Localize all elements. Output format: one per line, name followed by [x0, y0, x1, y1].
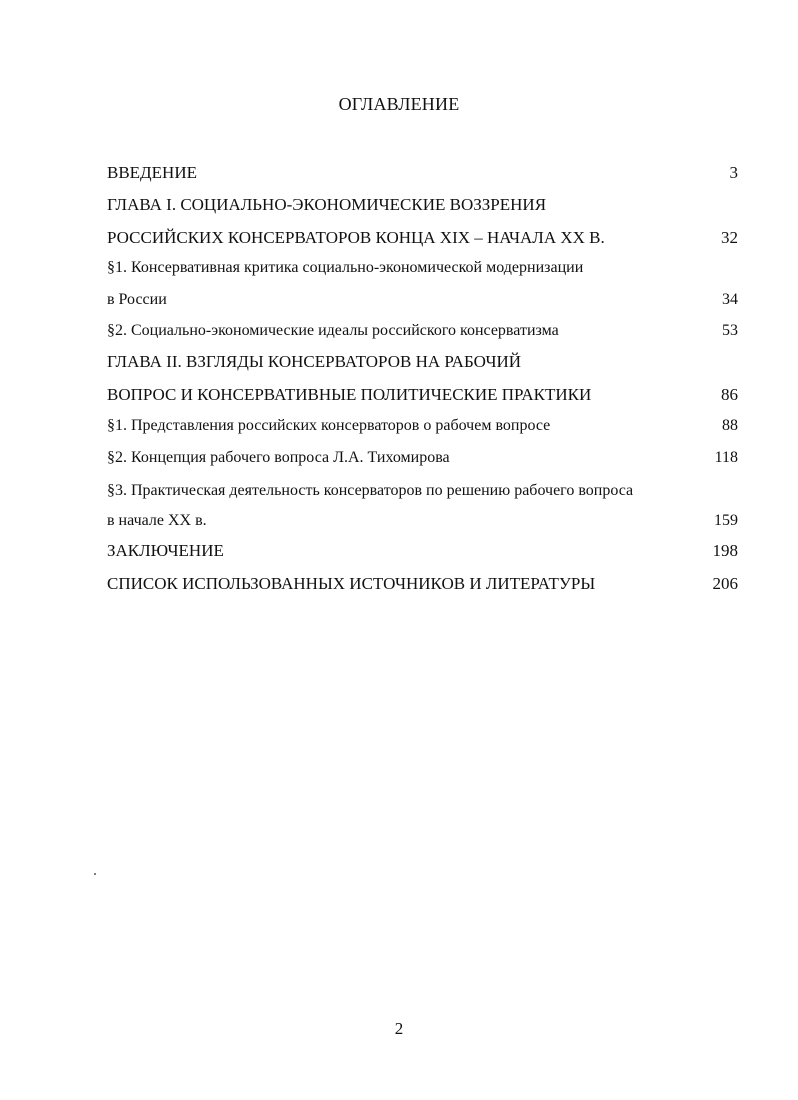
toc-entry-text: ЗАКЛЮЧЕНИЕ	[107, 541, 224, 560]
toc-entry-chapter-2-line-1	[107, 350, 738, 374]
toc-entry-text: ВОПРОС И КОНСЕРВАТИВНЫЕ ПОЛИТИЧЕСКИЕ ПРАКТИКИ	[107, 385, 592, 404]
toc-entry-page: 118	[714, 449, 738, 466]
toc-entry-ch1-s2	[107, 319, 738, 343]
toc-entry-chapter-1-line-2	[107, 226, 738, 250]
toc-entry-text: СПИСОК ИСПОЛЬЗОВАННЫХ ИСТОЧНИКОВ И ЛИТЕРАТУРЫ	[107, 574, 596, 593]
toc-entry-chapter-1-line-1	[107, 193, 738, 217]
toc-entry-page: 3	[729, 163, 738, 182]
page-number: 2	[394, 1019, 404, 1038]
toc-entry-text: ГЛАВА II. ВЗГЛЯДЫ КОНСЕРВАТОРОВ НА РАБОЧИЙ	[107, 352, 522, 371]
toc-entry-chapter-2-line-2	[107, 383, 738, 407]
page-title: ОГЛАВЛЕНИЕ	[338, 94, 460, 114]
toc-entry-ch2-s3-line-2	[107, 509, 738, 533]
toc-entry-text: ГЛАВА I. СОЦИАЛЬНО-ЭКОНОМИЧЕСКИЕ ВОЗЗРЕНИЯ	[107, 195, 547, 214]
toc-entry-page: 53	[722, 322, 738, 339]
toc-entry-page: 34	[722, 291, 738, 308]
toc-entry-ch1-s1-line-1	[107, 256, 738, 280]
toc-entry-ch2-s1	[107, 414, 738, 438]
toc-entry-text: §2. Концепция рабочего вопроса Л.А. Тихомирова	[107, 449, 450, 466]
toc-entry-text: §1. Представления российских консерваторов о рабочем вопросе	[107, 417, 551, 434]
toc-entry-text: §1. Консервативная критика социально-экономической модернизации	[107, 259, 584, 276]
toc-entry-text: РОССИЙСКИХ КОНСЕРВАТОРОВ КОНЦА XIX – НАЧАЛА XX В.	[107, 228, 605, 247]
toc-entry-page: 159	[714, 512, 738, 529]
toc-entry-text: §2. Социально-экономические идеалы российского консерватизма	[107, 322, 559, 339]
toc-entry-text: в начале XX в.	[107, 512, 207, 529]
toc-entry-ch2-s3-line-1	[107, 479, 738, 503]
toc-entry-text: §3. Практическая деятельность консерваторов по решению рабочего вопроса	[107, 482, 634, 499]
toc-entry-page: 206	[712, 574, 738, 593]
toc-entry-text: ВВЕДЕНИЕ	[107, 163, 197, 182]
toc-entry-text: в России	[107, 291, 167, 308]
toc-entry-references	[107, 572, 738, 596]
toc-entry-page: 88	[722, 417, 738, 434]
toc-entry-page: 32	[721, 228, 738, 247]
scan-speck	[94, 873, 96, 875]
toc-entry-ch2-s2	[107, 446, 738, 470]
toc-entry-introduction	[107, 161, 738, 185]
toc-entry-ch1-s1-line-2	[107, 288, 738, 312]
toc-entry-page: 198	[712, 541, 738, 560]
toc-entry-conclusion	[107, 539, 738, 563]
toc-entry-page: 86	[721, 385, 738, 404]
